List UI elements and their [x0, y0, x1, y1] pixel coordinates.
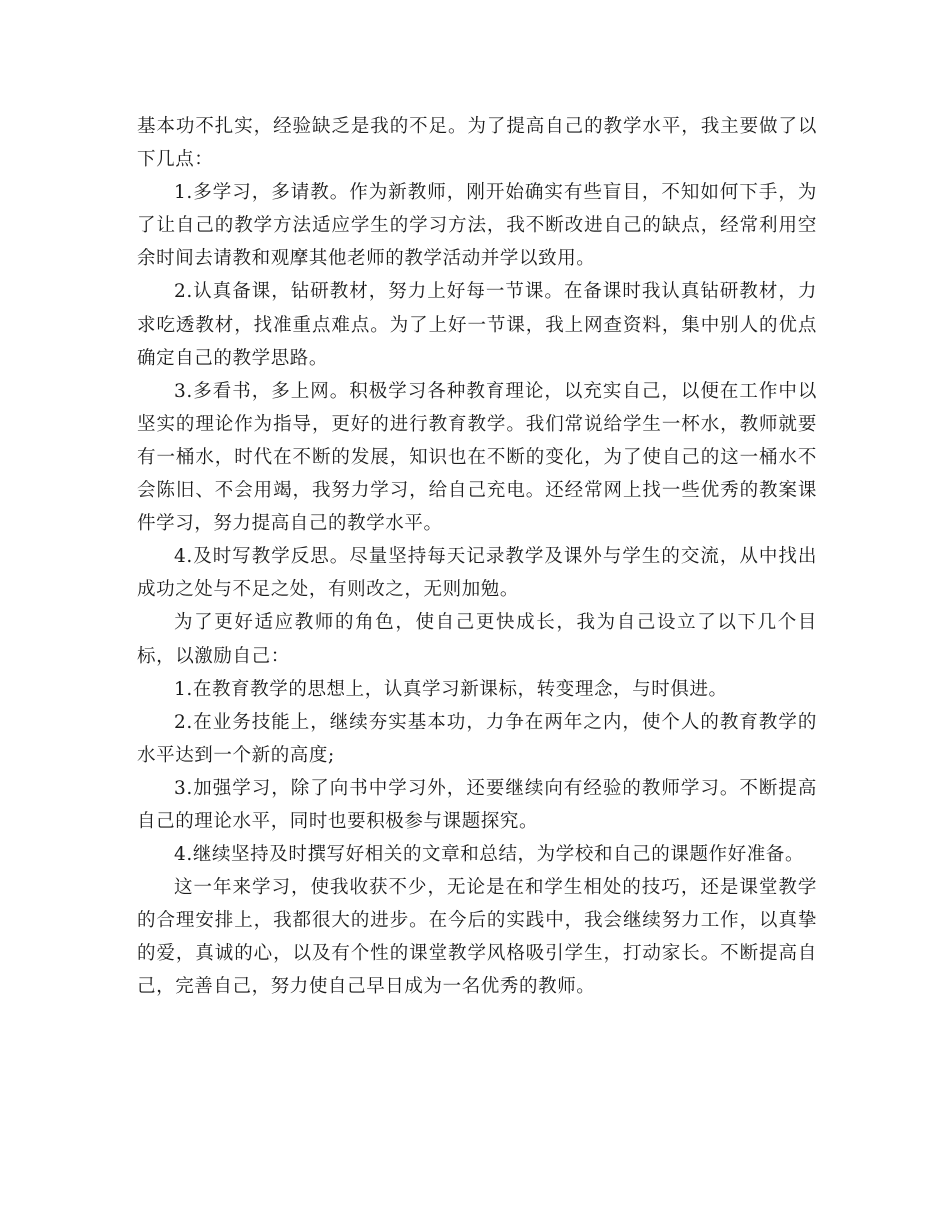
paragraph-point-3: 3.多看书，多上网。积极学习各种教育理论，以充实自己，以便在工作中以坚实的理论作为指导，更好的进行教育教学。我们常说给学生一杯水，教师就要有一桶水，时代在不断的发展，知识也在不断的变化，为了使自己的这一桶水不会陈旧、不会用竭，我努力学习，给自己充电。还经常网上找一些优秀的教案课件学习，努力提高自己的教学水平。 — [137, 380, 817, 535]
document-body — [137, 110, 817, 1004]
paragraph-intro: 基本功不扎实，经验缺乏是我的不足。为了提高自己的教学水平，我主要做了以下几点： — [137, 116, 817, 171]
paragraph-goal-2: 2.在业务技能上，继续夯实基本功，力争在两年之内，使个人的教育教学的水平达到一个新的高度; — [137, 711, 817, 766]
paragraph-goal-3: 3.加强学习，除了向书中学习外，还要继续向有经验的教师学习。不断提高自己的理论水平，同时也要积极参与课题探究。 — [137, 777, 817, 832]
paragraph-goals-intro: 为了更好适应教师的角色，使自己更快成长，我为自己设立了以下几个目标，以激励自己： — [137, 612, 817, 667]
paragraph-point-4: 4.及时写教学反思。尽量坚持每天记录教学及课外与学生的交流，从中找出成功之处与不足之处，有则改之，无则加勉。 — [137, 546, 817, 601]
paragraph-conclusion: 这一年来学习，使我收获不少，无论是在和学生相处的技巧，还是课堂教学的合理安排上，我都很大的进步。在今后的实践中，我会继续努力工作，以真挚的爱，真诚的心，以及有个性的课堂教学风格吸引学生，打动家长。不断提高自己，完善自己，努力使自己早日成为一名优秀的教师。 — [137, 877, 817, 998]
paragraph-point-2: 2.认真备课，钻研教材，努力上好每一节课。在备课时我认真钻研教材，力求吃透教材，找准重点难点。为了上好一节课，我上网查资料，集中别人的优点确定自己的教学思路。 — [137, 281, 817, 369]
paragraph-goal-4: 4.继续坚持及时撰写好相关的文章和总结，为学校和自己的课题作好准备。 — [174, 844, 805, 866]
paragraph-point-1: 1.多学习，多请教。作为新教师，刚开始确实有些盲目，不知如何下手，为了让自己的教学方法适应学生的学习方法，我不断改进自己的缺点，经常利用空余时间去请教和观摩其他老师的教学活动并学以致用。 — [137, 182, 817, 270]
paragraph-goal-1: 1.在教育教学的思想上，认真学习新课标，转变理念，与时俱进。 — [174, 678, 728, 700]
